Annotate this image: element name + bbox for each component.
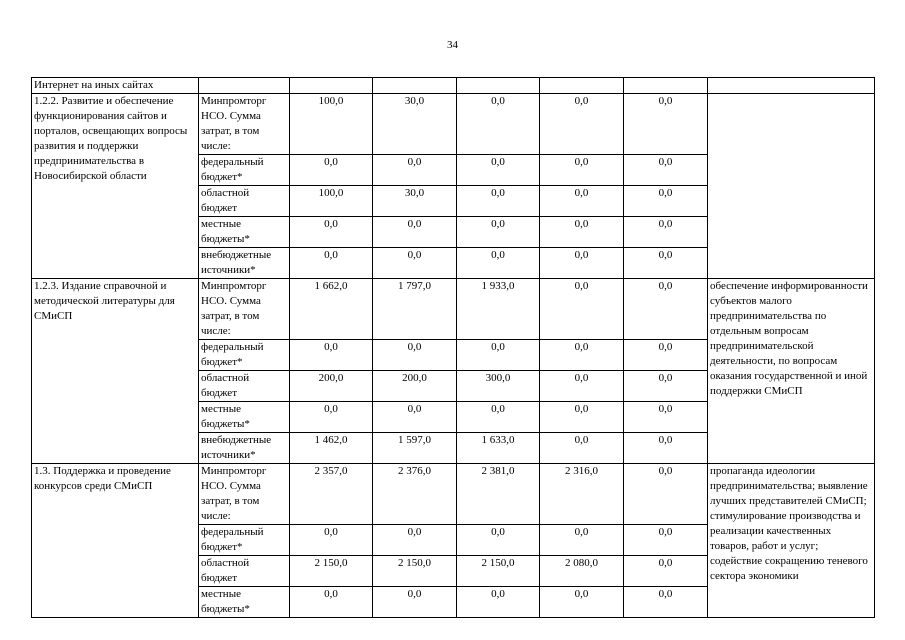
funding-source: местные бюджеты*: [199, 402, 290, 433]
funding-source: областной бюджет: [199, 556, 290, 587]
page-number: 34: [447, 39, 458, 51]
value-cell: 0,0: [540, 433, 624, 464]
table-row: [32, 94, 875, 155]
value-cell: 0,0: [457, 186, 540, 217]
value-cell: 100,0: [290, 94, 373, 155]
value-cell: 0,0: [290, 587, 373, 618]
value-cell: 2 080,0: [540, 556, 624, 587]
value-cell: 200,0: [373, 371, 457, 402]
value-cell: 0,0: [624, 464, 708, 525]
value-cell: 300,0: [457, 371, 540, 402]
value-cell: 100,0: [290, 186, 373, 217]
value-cell: 0,0: [290, 402, 373, 433]
value-cell: 0,0: [290, 248, 373, 279]
activity-name: 1.2.3. Издание справочной и методической литературы для СМиСП: [32, 279, 199, 464]
activity-name: 1.2.2. Развитие и обеспечение функционирования сайтов и порталов, освещающих вопросы развития и поддержки предпринимательства в Новосибирской области: [32, 94, 199, 279]
value-cell: 1 597,0: [373, 433, 457, 464]
value-cell: 2 381,0: [457, 464, 540, 525]
table-row: [32, 279, 875, 340]
value-cell: 0,0: [373, 340, 457, 371]
value-cell: 0,0: [540, 94, 624, 155]
funding-source: федеральный бюджет*: [199, 525, 290, 556]
expected-result: [708, 94, 875, 279]
value-cell: 0,0: [290, 340, 373, 371]
value-cell: 0,0: [624, 340, 708, 371]
note-cell: [708, 78, 875, 94]
funding-source: местные бюджеты*: [199, 217, 290, 248]
value-cell: 0,0: [457, 155, 540, 186]
value-cell: 0,0: [290, 155, 373, 186]
value-cell: 0,0: [540, 279, 624, 340]
funding-source: внебюджетные источники*: [199, 248, 290, 279]
value-cell: 0,0: [624, 402, 708, 433]
value-cell: [540, 78, 624, 94]
value-cell: 1 462,0: [290, 433, 373, 464]
value-cell: 0,0: [457, 402, 540, 433]
table-row: [32, 464, 875, 525]
value-cell: 0,0: [457, 587, 540, 618]
value-cell: 0,0: [457, 217, 540, 248]
value-cell: 0,0: [373, 217, 457, 248]
value-cell: 0,0: [373, 155, 457, 186]
funding-source: внебюджетные источники*: [199, 433, 290, 464]
value-cell: 0,0: [540, 217, 624, 248]
activity-name: 1.3. Поддержка и проведение конкурсов среди СМиСП: [32, 464, 199, 618]
value-cell: 0,0: [624, 556, 708, 587]
funding-source: областной бюджет: [199, 371, 290, 402]
value-cell: 0,0: [373, 525, 457, 556]
value-cell: 0,0: [540, 587, 624, 618]
funding-source: федеральный бюджет*: [199, 155, 290, 186]
value-cell: 0,0: [624, 186, 708, 217]
value-cell: [373, 78, 457, 94]
value-cell: 0,0: [540, 525, 624, 556]
value-cell: 0,0: [373, 587, 457, 618]
value-cell: 2 376,0: [373, 464, 457, 525]
funding-source: местные бюджеты*: [199, 587, 290, 618]
value-cell: 2 150,0: [290, 556, 373, 587]
value-cell: 0,0: [373, 248, 457, 279]
value-cell: 1 797,0: [373, 279, 457, 340]
value-cell: 0,0: [457, 525, 540, 556]
value-cell: 0,0: [457, 94, 540, 155]
value-cell: 1 633,0: [457, 433, 540, 464]
expected-result: обеспечение информированности субъектов малого предпринимательства по отдельным вопросам предпринимательской деятельности, по вопросам оказания государственной и иной поддержки СМиСП: [708, 279, 875, 464]
value-cell: 0,0: [373, 402, 457, 433]
value-cell: 0,0: [624, 248, 708, 279]
value-cell: [624, 78, 708, 94]
value-cell: 0,0: [457, 340, 540, 371]
funding-source: Минпромторг НСО. Сумма затрат, в том числе:: [199, 464, 290, 525]
value-cell: 0,0: [624, 371, 708, 402]
value-cell: 0,0: [540, 155, 624, 186]
funding-source: федеральный бюджет*: [199, 340, 290, 371]
value-cell: 0,0: [624, 94, 708, 155]
value-cell: 1 933,0: [457, 279, 540, 340]
source-cell: [199, 78, 290, 94]
table-row: [32, 78, 875, 94]
value-cell: [290, 78, 373, 94]
activity-name: Интернет на иных сайтах: [32, 78, 199, 94]
expected-result: пропаганда идеологии предпринимательства; выявление лучших представителей СМиСП; стимулирование производства и реализации качественных товаров, работ и услуг; содействие сокращению теневого сектора экономики: [708, 464, 875, 618]
budget-table: [31, 77, 875, 618]
value-cell: 0,0: [540, 371, 624, 402]
value-cell: 1 662,0: [290, 279, 373, 340]
value-cell: 0,0: [540, 248, 624, 279]
value-cell: 2 357,0: [290, 464, 373, 525]
value-cell: [457, 78, 540, 94]
value-cell: 0,0: [624, 525, 708, 556]
value-cell: 0,0: [624, 155, 708, 186]
value-cell: 30,0: [373, 94, 457, 155]
value-cell: 0,0: [540, 186, 624, 217]
value-cell: 0,0: [624, 587, 708, 618]
funding-source: Минпромторг НСО. Сумма затрат, в том числе:: [199, 279, 290, 340]
value-cell: 0,0: [624, 279, 708, 340]
value-cell: 2 150,0: [373, 556, 457, 587]
value-cell: 0,0: [540, 340, 624, 371]
value-cell: 200,0: [290, 371, 373, 402]
value-cell: 0,0: [540, 402, 624, 433]
value-cell: 0,0: [290, 217, 373, 248]
value-cell: 0,0: [457, 248, 540, 279]
value-cell: 0,0: [290, 525, 373, 556]
value-cell: 2 316,0: [540, 464, 624, 525]
funding-source: Минпромторг НСО. Сумма затрат, в том числе:: [199, 94, 290, 155]
value-cell: 2 150,0: [457, 556, 540, 587]
value-cell: 30,0: [373, 186, 457, 217]
value-cell: 0,0: [624, 217, 708, 248]
funding-source: областной бюджет: [199, 186, 290, 217]
value-cell: 0,0: [624, 433, 708, 464]
